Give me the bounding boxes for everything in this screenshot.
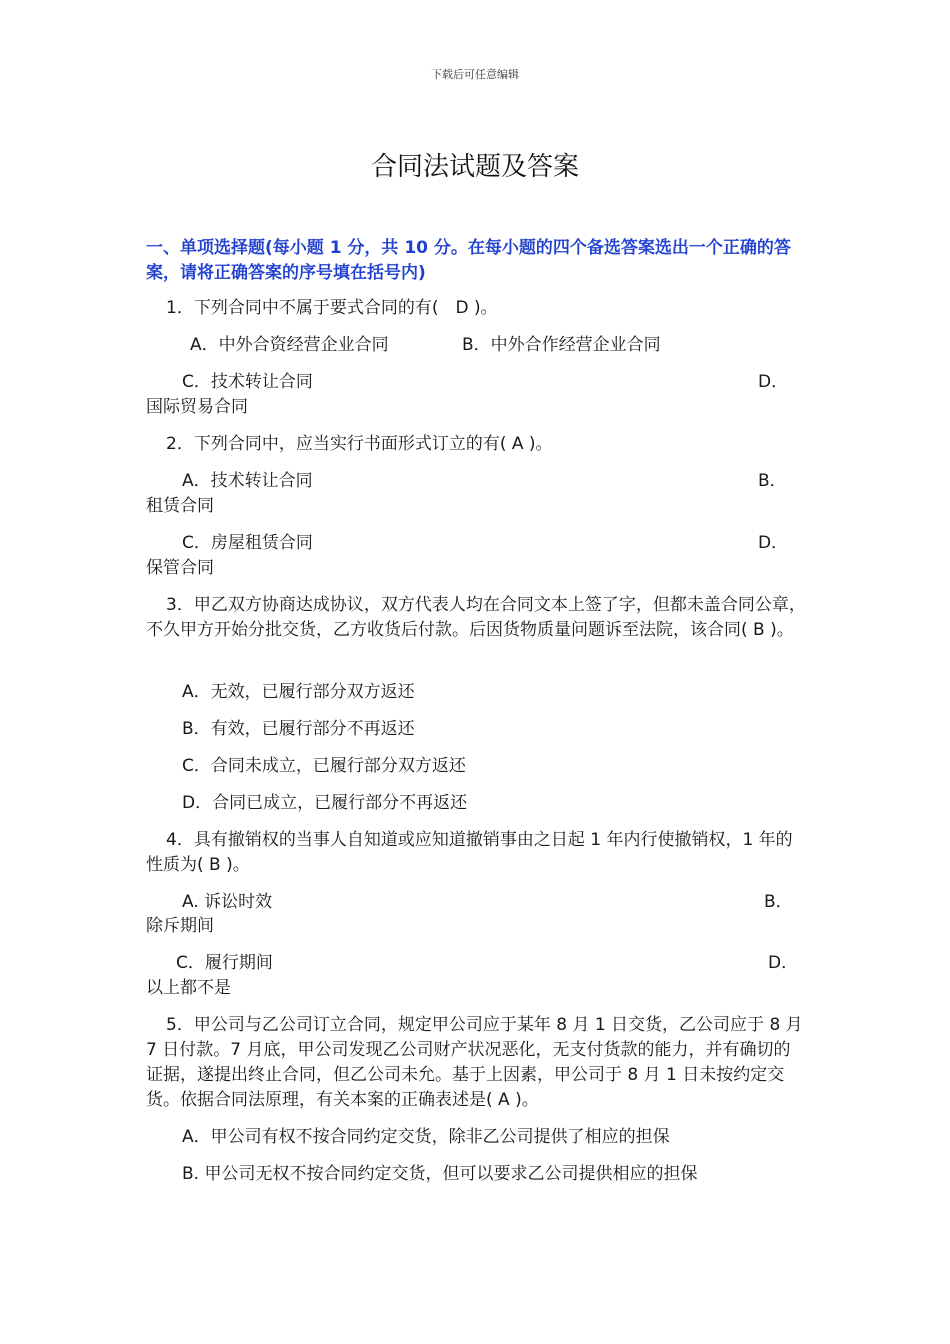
question-4-option-d-text: 以上都不是 — [146, 978, 231, 998]
question-4-option-d-letter: D． — [768, 953, 799, 973]
question-3-option-a: A．无效，已履行部分双方返还 — [182, 682, 415, 702]
question-4-option-a: A. 诉讼时效 — [182, 892, 273, 912]
question-4-option-c: C．履行期间 — [176, 953, 273, 973]
question-2-option-a: A．技术转让合同 — [182, 471, 313, 491]
question-3-option-c: C．合同未成立，已履行部分双方返还 — [182, 756, 466, 776]
question-3-stem: 3．甲乙双方协商达成协议，双方代表人均在合同文本上签了字，但都未盖合同公章，不久甲方开始分批交货，乙方收货后付款。后因货物质量问题诉至法院，该合同( B )。 — [146, 595, 806, 640]
question-1-option-b: B．中外合作经营企业合同 — [462, 335, 661, 355]
question-2-option-d-letter: D． — [758, 533, 789, 553]
question-1-option-c: C．技术转让合同 — [182, 372, 313, 392]
section-heading: 一、单项选择题(每小题 1 分，共 10 分。在每小题的四个备选答案选出一个正确的答案，请将正确答案的序号填在括号内) — [146, 238, 791, 283]
question-2-option-d-text: 保管合同 — [146, 558, 214, 578]
question-2-option-c: C．房屋租赁合同 — [182, 533, 313, 553]
question-4-option-b-text: 除斥期间 — [146, 916, 214, 936]
question-5-option-a: A．甲公司有权不按合同约定交货，除非乙公司提供了相应的担保 — [182, 1127, 670, 1147]
question-1-option-d-letter: D． — [758, 372, 789, 392]
question-4-stem: 4．具有撤销权的当事人自知道或应知道撤销事由之日起 1 年内行使撤销权，1 年的性质为( B )。 — [146, 830, 793, 875]
question-1-option-d-text: 国际贸易合同 — [146, 397, 248, 417]
question-1-option-a: A．中外合资经营企业合同 — [190, 335, 389, 355]
question-5-stem: 5．甲公司与乙公司订立合同，规定甲公司应于某年 8 月 1 日交货，乙公司应于 8 月 7 日付款。7 月底，甲公司发现乙公司财产状况恶化，无支付货款的能力，并有确切的证据，遂提出终止合同，但乙公司未允。基于上因素，甲公司于 8 月 1 日未按约定交货。依据合同法原理，有关本案的正确表述是( A )。 — [146, 1015, 803, 1110]
question-2-option-b-text: 租赁合同 — [146, 496, 214, 516]
question-5-option-b: B. 甲公司无权不按合同约定交货，但可以要求乙公司提供相应的担保 — [182, 1164, 698, 1184]
question-3-option-d: D．合同已成立，已履行部分不再返还 — [182, 793, 468, 813]
question-1-stem: 1．下列合同中不属于要式合同的有( D )。 — [166, 298, 498, 318]
question-2-stem: 2．下列合同中，应当实行书面形式订立的有( A )。 — [166, 434, 553, 454]
page-header: 下载后可任意编辑 — [431, 68, 519, 81]
page-title: 合同法试题及答案 — [370, 152, 579, 182]
question-3-option-b: B．有效，已履行部分不再返还 — [182, 719, 415, 739]
question-4-option-b-letter: B． — [764, 892, 793, 912]
question-2-option-b-letter: B． — [758, 471, 787, 491]
